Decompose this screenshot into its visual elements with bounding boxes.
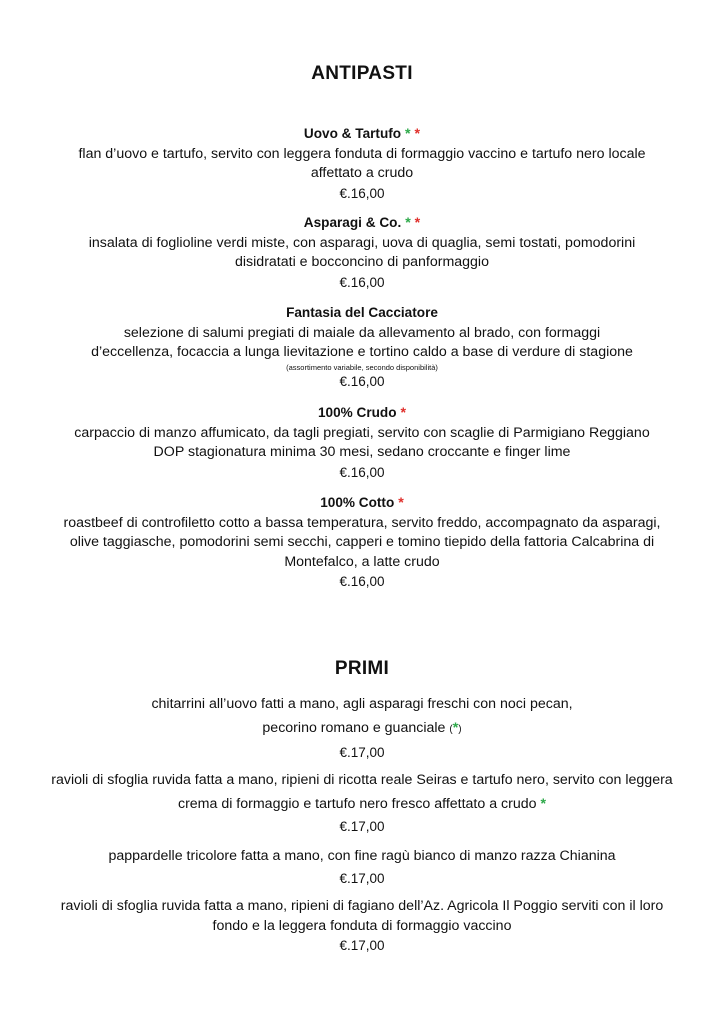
menu-item-pappardelle: [60, 844, 664, 890]
section-title-primi: PRIMI: [334, 658, 390, 679]
star-green-icon: *: [405, 126, 411, 142]
dish-description-line-2: pecorino romano e guanciale: [262, 720, 446, 736]
dish-description: flan d’uovo e tartufo, servito con leggera fonduta di formaggio vaccino e tartufo nero locale affettato a crudo: [78, 145, 646, 181]
dish-name: Asparagi & Co.: [303, 215, 402, 230]
dish-name: Uovo & Tartufo: [303, 126, 402, 141]
menu-item-fantasia-cacciatore: [40, 303, 684, 391]
dish-price: €.17,00: [339, 871, 385, 886]
paren-close: ): [458, 724, 462, 735]
dish-description-line-2: d’eccellenza, focaccia a lunga lievitazione e tortino caldo a base di verdure di stagione: [91, 344, 633, 360]
dish-price: €.16,00: [339, 574, 385, 589]
dish-price: €.16,00: [339, 274, 385, 290]
dish-price: €.17,00: [339, 745, 385, 760]
dish-note: (assortimento variabile, secondo disponibilità): [286, 362, 438, 372]
star-red-icon: *: [400, 405, 407, 421]
menu-item-100-cotto: [60, 493, 664, 591]
dish-description-line-1: chitarrini all’uovo fatti a mano, agli asparagi freschi con noci pecan,: [151, 696, 573, 712]
dish-description: ravioli di sfoglia ruvida fatta a mano, ripieni di fagiano dell’Az. Agricola Il Poggio serviti con il loro fondo e la leggera fonduta di formaggio vaccino: [60, 898, 664, 934]
dish-description: insalata di foglioline verdi miste, con asparagi, uova di quaglia, semi tostati, pomodorini disidratati e bocconcino di panformaggio: [88, 234, 636, 270]
paren-open: (: [449, 724, 453, 735]
menu-item-ravioli-ricotta: [48, 768, 676, 838]
star-green-icon: *: [540, 796, 547, 812]
star-red-icon: *: [398, 495, 404, 511]
dish-description: roastbeef di controfiletto cotto a bassa temperatura, servito freddo, accompagnato da asparagi, olive taggiasche, pomodorini semi secchi, capperi e tomino tiepido della fattoria Calcabrina di Montefalco, a latte crudo: [63, 514, 661, 570]
dish-description: ravioli di sfoglia ruvida fatta a mano, ripieni di ricotta reale Seiras e tartufo nero, servito con leggera crema di formaggio e tartufo nero fresco affettato a crudo: [51, 772, 673, 812]
menu-item-asparagi: [60, 213, 664, 292]
dish-price: €.16,00: [339, 373, 385, 389]
menu-item-chitarrini: [60, 692, 664, 764]
star-red-icon: *: [414, 126, 421, 142]
dish-name: 100% Cotto: [320, 495, 395, 510]
dish-price: €.17,00: [339, 938, 385, 953]
menu-item-uovo-tartufo: [60, 124, 664, 203]
star-green-icon: *: [405, 215, 411, 231]
star-red-icon: *: [414, 215, 421, 231]
star-green-icon: *: [452, 720, 459, 736]
menu-item-100-crudo: [60, 403, 664, 482]
dish-description: pappardelle tricolore fatta a mano, con fine ragù bianco di manzo razza Chianina: [108, 848, 616, 864]
menu-item-ravioli-fagiano: [48, 896, 676, 956]
dish-price: €.17,00: [339, 819, 385, 834]
dish-price: €.16,00: [339, 464, 385, 480]
section-title-antipasti: ANTIPASTI: [311, 63, 413, 84]
dish-description: carpaccio di manzo affumicato, da tagli pregiati, servito con scaglie di Parmigiano Reggiano DOP stagionatura minima 30 mesi, sedano croccante e finger lime: [74, 424, 650, 460]
dish-price: €.16,00: [339, 185, 385, 201]
dish-name: 100% Crudo: [317, 405, 397, 420]
dish-name: Fantasia del Cacciatore: [286, 305, 438, 320]
dish-description-line-1: selezione di salumi pregiati di maiale da allevamento al brado, con formaggi: [123, 324, 601, 341]
